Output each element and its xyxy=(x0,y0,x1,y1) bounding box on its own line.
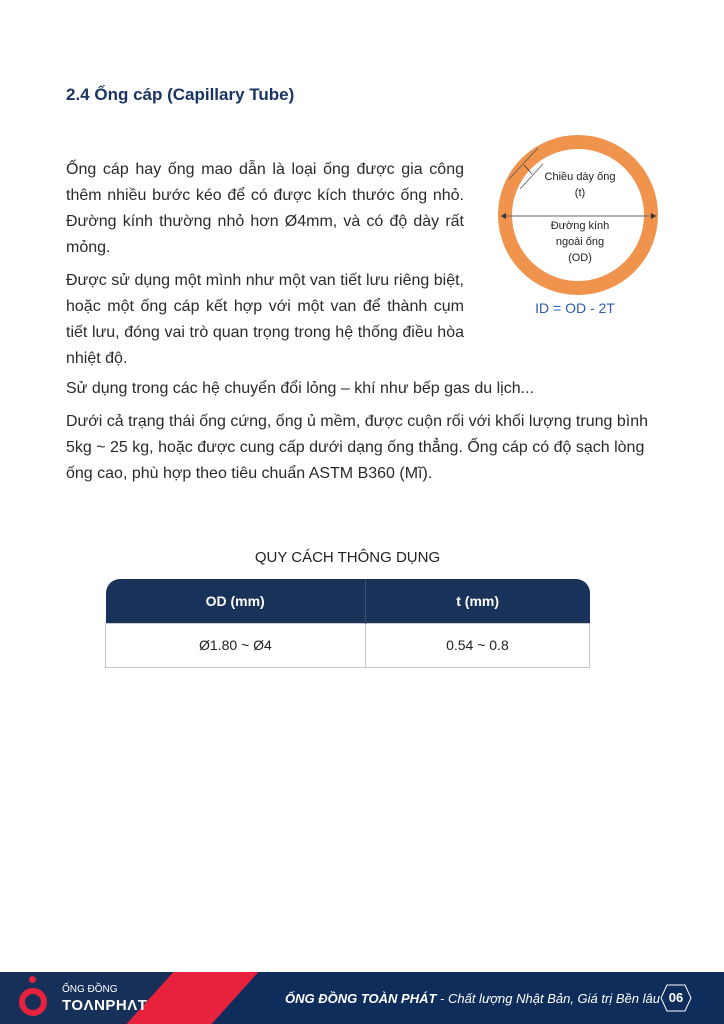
logo-ring-icon xyxy=(19,988,47,1016)
section-title: 2.4 Ống cáp (Capillary Tube) xyxy=(66,85,295,104)
table-row xyxy=(106,623,590,667)
table-header-row xyxy=(106,579,590,623)
slogan-brand: ỐNG ĐỒNG TOÀN PHÁT xyxy=(285,991,437,1006)
slogan xyxy=(285,991,660,1006)
header-t: t (mm) xyxy=(365,579,589,623)
slogan-text: - Chất lượng Nhật Bản, Giá trị Bền lâu xyxy=(436,991,660,1006)
od-label-line1: Đường kính xyxy=(550,220,610,232)
spec-table xyxy=(105,579,590,668)
footer xyxy=(0,972,724,1024)
tube-cross-section-diagram xyxy=(495,132,665,327)
thickness-symbol: (t) xyxy=(574,187,586,199)
logo-icon xyxy=(29,976,36,983)
formula: ID = OD - 2T xyxy=(535,300,615,316)
od-label-line2: ngoài ống xyxy=(555,236,605,248)
thickness-label: Chiều dày ống xyxy=(544,171,616,183)
paragraph-usage: Được sử dụng một mình như một van tiết lưu riêng biệt, hoặc một ống cáp kết hợp với một van để thành cụm tiết lưu, đóng vai trò quan trọng trong hệ thống điều hòa nhiệt độ. xyxy=(66,272,464,367)
paragraph-intro: Ống cáp hay ống mao dẫn là loại ống được gia công thêm nhiều bước kéo để có được kích thước ống nhỏ. Đường kính thường nhỏ hơn Ø4mm, và có độ dày rất mỏng. xyxy=(66,161,464,256)
tube-ring xyxy=(505,142,651,288)
paragraph-applications: Sử dụng trong các hệ chuyển đổi lỏng – khí như bếp gas du lịch... xyxy=(66,380,534,397)
od-label-line3: (OD) xyxy=(568,252,592,264)
cell-od: Ø1.80 ~ Ø4 xyxy=(106,623,366,667)
table-caption: QUY CÁCH THÔNG DỤNG xyxy=(254,549,441,566)
page-number: 06 xyxy=(668,990,684,1005)
paragraph-supply: Dưới cả trạng thái ống cứng, ống ủ mềm, được cuộn rối với khối lượng trung bình 5kg ~ 25 kg, hoặc được cung cấp dưới dạng ống thẳng. Ống cáp có độ sạch lòng ống cao, phù hợp theo tiêu chuẩn ASTM B360 (Mĩ). xyxy=(66,413,648,482)
cell-t: 0.54 ~ 0.8 xyxy=(365,623,589,667)
brand-top: ỐNG ĐỒNG xyxy=(62,984,118,995)
header-od: OD (mm) xyxy=(106,579,366,623)
brand-name: TOΛNPHΛT xyxy=(62,997,148,1014)
